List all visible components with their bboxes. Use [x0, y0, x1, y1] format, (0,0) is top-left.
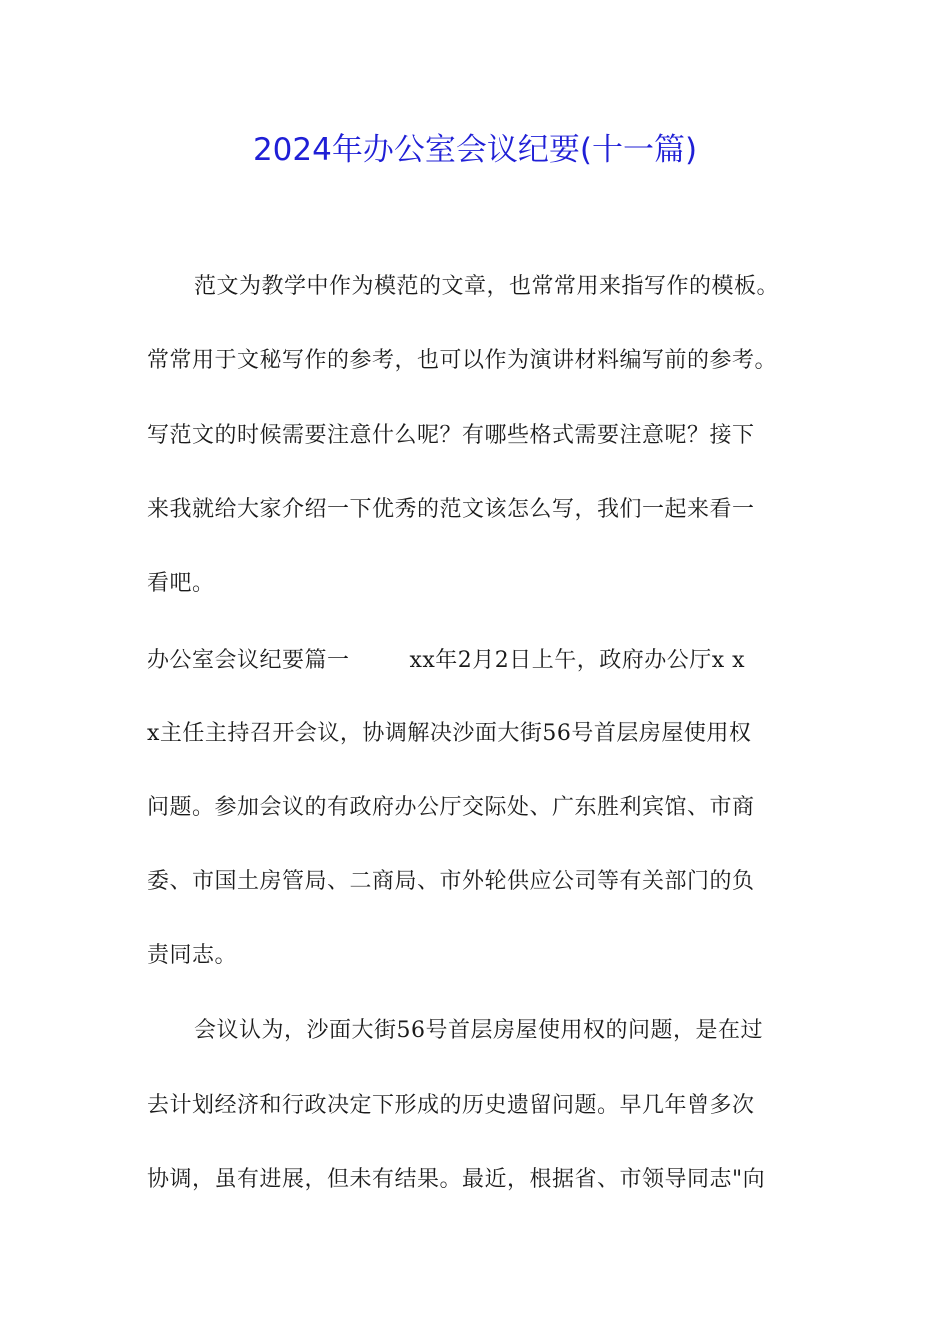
paragraph-line: 会议认为，沙面大街56号首层房屋使用权的问题，是在过	[194, 1018, 763, 1043]
paragraph-line: 责同志。	[147, 943, 238, 968]
paragraph-line: 去计划经济和行政决定下形成的历史遗留问题。早几年曾多次	[147, 1093, 755, 1118]
paragraph-line: 办公室会议纪要篇一 xx年2月2日上午，政府办公厅x x	[147, 648, 746, 673]
paragraph-line: 来我就给大家介绍一下优秀的范文该怎么写，我们一起来看一	[147, 497, 755, 522]
paragraph-line: 看吧。	[147, 571, 215, 596]
paragraph-line: 协调，虽有进展，但未有结果。最近，根据省、市领导同志"向	[147, 1167, 766, 1192]
document-title: 2024年办公室会议纪要(十一篇)	[252, 132, 698, 168]
paragraph-line: 常常用于文秘写作的参考，也可以作为演讲材料编写前的参考。	[147, 348, 778, 373]
paragraph-line: 写范文的时候需要注意什么呢？有哪些格式需要注意呢？接下	[147, 423, 755, 448]
paragraph-line: x主任主持召开会议，协调解决沙面大街56号首层房屋使用权	[147, 721, 752, 746]
paragraph-line: 委、市国土房管局、二商局、市外轮供应公司等有关部门的负	[147, 869, 755, 894]
paragraph-line: 问题。参加会议的有政府办公厅交际处、广东胜利宾馆、市商	[147, 795, 755, 820]
paragraph-line: 范文为教学中作为模范的文章，也常常用来指写作的模板。	[194, 274, 780, 299]
